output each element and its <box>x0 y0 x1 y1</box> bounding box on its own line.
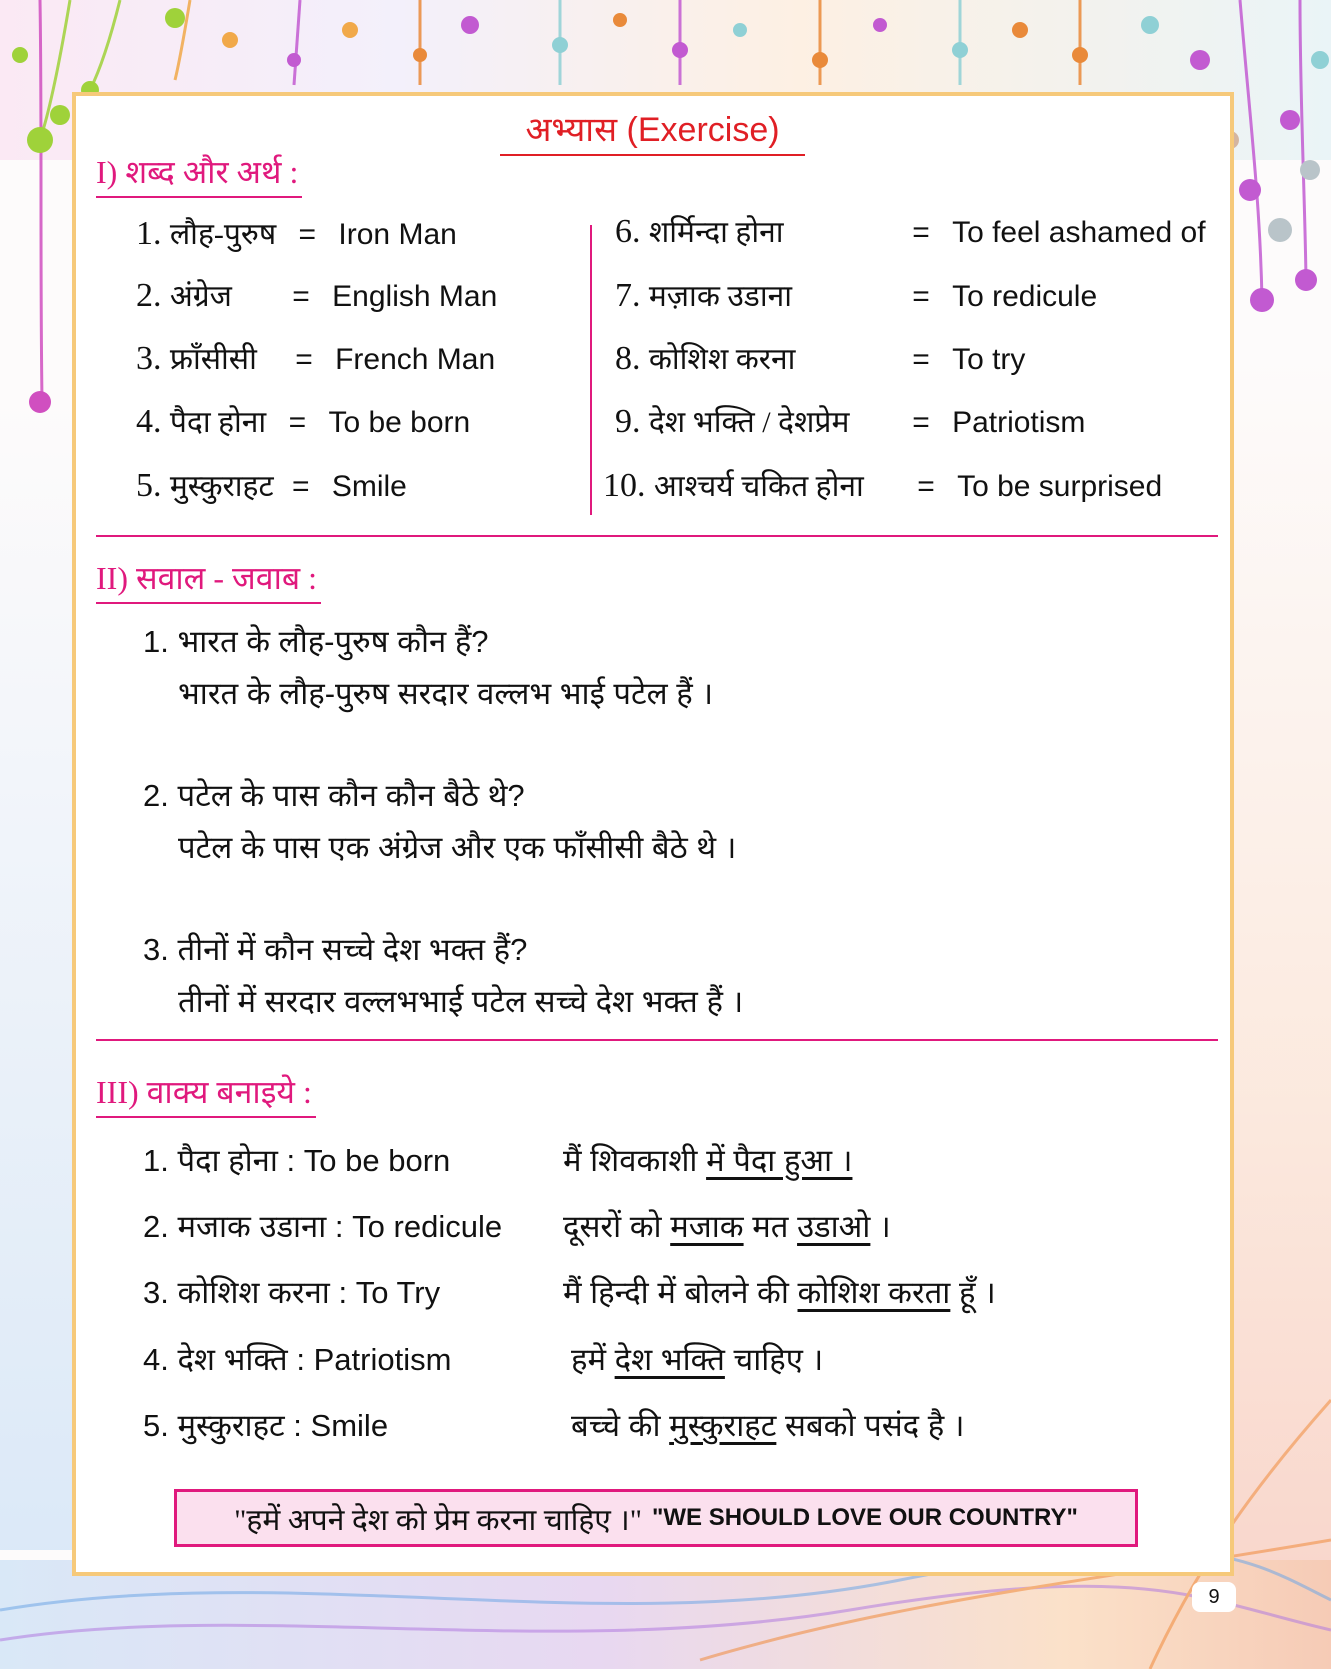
word-row-8: 8. कोशिश करना = To try <box>615 340 1026 377</box>
word-row-2: 2. अंग्रेज = English Man <box>136 277 498 314</box>
word-row-7: 7. मज़ाक उडाना = To redicule <box>615 277 1098 314</box>
motto-english: "WE SHOULD LOVE OUR COUNTRY" <box>651 1504 1078 1531</box>
section-heading-sentences: III) वाक्य बनाइये : <box>96 1072 316 1118</box>
sentence-row-1: 1. पैदा होना : To be born मैं शिवकाशी में पैदा हुआ । <box>143 1143 853 1178</box>
section-heading-words: I) शब्द और अर्थ : <box>96 152 302 198</box>
question-3: 3. तीनों में कौन सच्चे देश भक्त हैं? <box>143 932 528 967</box>
word-row-1: 1. लौह-पुरुष = Iron Man <box>136 215 457 252</box>
sentence-row-5: 5. मुस्कुराहट : Smile बच्चे की मुस्कुराहट सबको पसंद है । <box>143 1408 965 1443</box>
sentence-row-3: 3. कोशिश करना : To Try मैं हिन्दी में बोलने की कोशिश करता हूँ । <box>143 1275 996 1310</box>
motto-hindi: "हमें अपने देश को प्रेम करना चाहिए ।" <box>234 1503 642 1537</box>
answer-3: तीनों में सरदार वल्लभभाई पटेल सच्चे देश भक्त हैं । <box>178 984 744 1019</box>
word-row-5: 5. मुस्कुराहट = Smile <box>136 467 407 504</box>
page-number: 9 <box>1192 1582 1236 1612</box>
answer-2: पटेल के पास एक अंग्रेज और एक फाँसीसी बैठे थे । <box>178 830 737 865</box>
answer-1: भारत के लौह-पुरुष सरदार वल्लभ भाई पटेल हैं । <box>178 676 714 711</box>
sentence-row-4: 4. देश भक्ति : Patriotism हमें देश भक्ति चाहिए । <box>143 1342 824 1377</box>
word-row-4: 4. पैदा होना = To be born <box>136 403 471 440</box>
section-divider <box>96 535 1218 537</box>
section-heading-qa: II) सवाल - जवाब : <box>96 558 321 604</box>
word-row-9: 9. देश भक्ति / देशप्रेम = Patriotism <box>615 403 1086 440</box>
word-row-3: 3. फ्राँसीसी = French Man <box>136 340 496 377</box>
section-divider <box>96 1039 1218 1041</box>
motto-banner <box>174 1489 1138 1547</box>
page-title: अभ्यास (Exercise) <box>500 108 805 156</box>
word-row-10: 10. आश्चर्य चकित होना = To be surprised <box>603 467 1163 504</box>
question-1: 1. भारत के लौह-पुरुष कौन हैं? <box>143 624 489 659</box>
word-row-6: 6. शर्मिन्दा होना = To feel ashamed of <box>615 213 1206 250</box>
question-2: 2. पटेल के पास कौन कौन बैठे थे? <box>143 778 525 813</box>
sentence-row-2: 2. मजाक उडाना : To redicule दूसरों को मजाक मत उडाओ । <box>143 1209 891 1244</box>
column-divider <box>590 225 592 515</box>
